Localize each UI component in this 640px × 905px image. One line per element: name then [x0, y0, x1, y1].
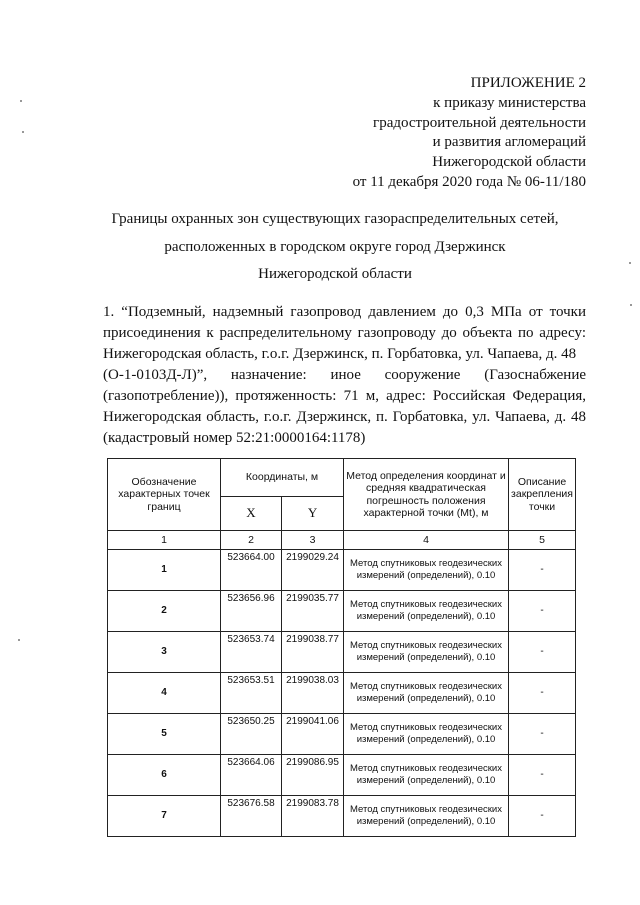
description-cell: -	[509, 796, 576, 837]
scan-speck	[22, 131, 24, 133]
coord-y: 2199038.77	[282, 632, 344, 673]
header-description: Описание закрепления точки	[509, 459, 576, 531]
header-designation: Обозначение характерных точек границ	[108, 459, 221, 531]
description-cell: -	[509, 755, 576, 796]
header-x: X	[221, 497, 282, 531]
method-cell: Метод спутниковых геодезических измерений (определений), 0.10	[344, 714, 509, 755]
paragraph-line: Нижегородская область, г.о.г. Дзержинск, п. Горбатовка, ул. Чапаева, д. 48	[103, 409, 586, 425]
table-row	[108, 591, 576, 632]
table-row	[108, 755, 576, 796]
method-cell: Метод спутниковых геодезических измерений (определений), 0.10	[344, 591, 509, 632]
point-number: 7	[108, 796, 221, 837]
appendix-date-number: от 11 декабря 2020 года № 06-11/180	[352, 173, 586, 190]
description-cell: -	[509, 714, 576, 755]
description-cell: -	[509, 632, 576, 673]
column-number: 5	[509, 531, 576, 550]
coord-y: 2199041.06	[282, 714, 344, 755]
title-line: Границы охранных зон существующих газораспределительных сетей,	[111, 211, 559, 227]
table-row	[108, 632, 576, 673]
point-number: 3	[108, 632, 221, 673]
point-number: 5	[108, 714, 221, 755]
paragraph-line: Нижегородская область, г.о.г. Дзержинск, п. Горбатовка, ул. Чапаева, д. 48	[103, 346, 577, 362]
appendix-line: к приказу министерства	[433, 94, 586, 111]
coord-x: 523664.06	[221, 755, 282, 796]
coord-x: 523656.96	[221, 591, 282, 632]
description-cell: -	[509, 550, 576, 591]
method-cell: Метод спутниковых геодезических измерений (определений), 0.10	[344, 796, 509, 837]
coord-x: 523653.51	[221, 673, 282, 714]
paragraph-line: (кадастровый номер 52:21:0000164:1178)	[103, 430, 366, 446]
coord-x: 523650.25	[221, 714, 282, 755]
header-method: Метод определения координат и средняя квадратическая погрешность положения характерной точки (Mt), м	[344, 459, 509, 531]
point-number: 6	[108, 755, 221, 796]
paragraph-line: присоединения к распределительному газопроводу до объекта по адресу:	[103, 325, 586, 341]
column-number: 4	[344, 531, 509, 550]
scan-speck	[629, 262, 631, 264]
header-coordinates: Координаты, м	[221, 459, 344, 497]
column-number: 2	[221, 531, 282, 550]
appendix-header	[286, 74, 586, 193]
table-row	[108, 550, 576, 591]
method-cell: Метод спутниковых геодезических измерений (определений), 0.10	[344, 673, 509, 714]
object-description	[103, 302, 586, 449]
table-row	[108, 796, 576, 837]
header-y: Y	[282, 497, 344, 531]
table-row	[108, 673, 576, 714]
column-number: 1	[108, 531, 221, 550]
scan-speck	[630, 304, 632, 306]
method-cell: Метод спутниковых геодезических измерений (определений), 0.10	[344, 632, 509, 673]
point-number: 4	[108, 673, 221, 714]
coordinates-table	[107, 458, 576, 837]
coord-x: 523664.00	[221, 550, 282, 591]
column-numbers-row	[108, 531, 576, 550]
title-line: расположенных в городском округе город Дзержинск	[164, 238, 506, 255]
title-line: Нижегородской области	[258, 266, 412, 282]
coord-x: 523653.74	[221, 632, 282, 673]
method-cell: Метод спутниковых геодезических измерений (определений), 0.10	[344, 755, 509, 796]
document-title	[70, 206, 600, 289]
coord-x: 523676.58	[221, 796, 282, 837]
method-cell: Метод спутниковых геодезических измерений (определений), 0.10	[344, 550, 509, 591]
table-row	[108, 714, 576, 755]
appendix-line: Нижегородской области	[432, 154, 586, 171]
scan-speck	[18, 639, 20, 641]
coord-y: 2199029.24	[282, 550, 344, 591]
coord-y: 2199035.77	[282, 591, 344, 632]
appendix-line: градостроительной деятельности	[373, 114, 586, 131]
coord-y: 2199038.03	[282, 673, 344, 714]
coord-y: 2199086.95	[282, 755, 344, 796]
paragraph-line: (О-1-0103Д-Л)”, назначение: иное сооружение (Газоснабжение	[103, 367, 586, 383]
paragraph-line: 1. “Подземный, надземный газопровод давлением до 0,3 МПа от точки	[103, 304, 586, 320]
description-cell: -	[509, 673, 576, 714]
appendix-title: ПРИЛОЖЕНИЕ 2	[470, 75, 586, 91]
point-number: 2	[108, 591, 221, 632]
description-cell: -	[509, 591, 576, 632]
column-number: 3	[282, 531, 344, 550]
scan-speck	[20, 100, 22, 102]
appendix-line: и развития агломераций	[432, 134, 586, 151]
paragraph-line: (газопотребление)), протяженность: 71 м, адрес: Российская Федерация,	[103, 388, 586, 404]
coord-y: 2199083.78	[282, 796, 344, 837]
point-number: 1	[108, 550, 221, 591]
